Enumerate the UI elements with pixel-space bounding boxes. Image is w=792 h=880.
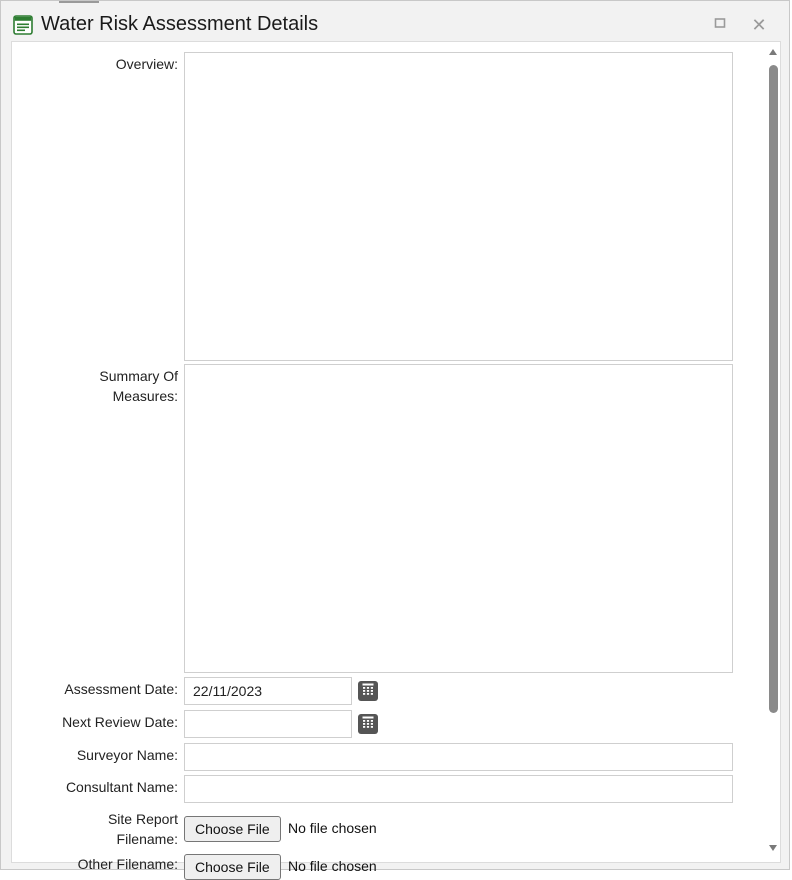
title-bar	[1, 1, 789, 41]
other-filename-label: Other Filename:	[77, 856, 178, 872]
assessment-date-calendar-button[interactable]	[358, 681, 378, 701]
scrollbar-thumb[interactable]	[769, 65, 778, 713]
other-file-status: No file chosen	[288, 858, 377, 874]
calendar-icon	[362, 682, 374, 700]
consultant-name-label: Consultant Name:	[65, 779, 178, 795]
next-review-date-calendar-button[interactable]	[358, 714, 378, 734]
assessment-date-label: Assessment Date:	[64, 681, 178, 697]
vertical-scrollbar[interactable]	[766, 43, 780, 861]
site-report-choose-file-button[interactable]: Choose File	[184, 816, 281, 842]
consultant-name-input[interactable]	[184, 775, 733, 803]
next-review-date-label: Next Review Date:	[62, 714, 178, 730]
site-report-filename-label: Site Report Filename:	[107, 811, 178, 847]
form-panel	[11, 41, 781, 875]
next-review-date-input[interactable]	[184, 710, 352, 738]
summary-of-measures-textarea[interactable]	[184, 364, 733, 673]
site-report-file-status: No file chosen	[288, 820, 377, 836]
close-icon: ✕	[751, 15, 767, 35]
maximize-button[interactable]	[710, 15, 730, 35]
assessment-date-input[interactable]	[184, 677, 352, 705]
maximize-icon	[714, 16, 726, 34]
overview-textarea[interactable]	[184, 52, 733, 361]
overview-label: Overview:	[115, 56, 178, 72]
calendar-icon	[362, 715, 374, 733]
close-button[interactable]	[749, 15, 769, 35]
other-choose-file-button[interactable]: Choose File	[184, 854, 281, 880]
scroll-down-arrow-icon[interactable]	[766, 841, 780, 855]
scroll-up-arrow-icon[interactable]	[766, 45, 780, 59]
form-icon	[13, 15, 33, 35]
window-title: Water Risk Assessment Details	[41, 13, 319, 35]
summary-of-measures-label: Summary Of Measures:	[99, 368, 178, 404]
surveyor-name-input[interactable]	[184, 743, 733, 771]
surveyor-name-label: Surveyor Name:	[76, 747, 178, 763]
